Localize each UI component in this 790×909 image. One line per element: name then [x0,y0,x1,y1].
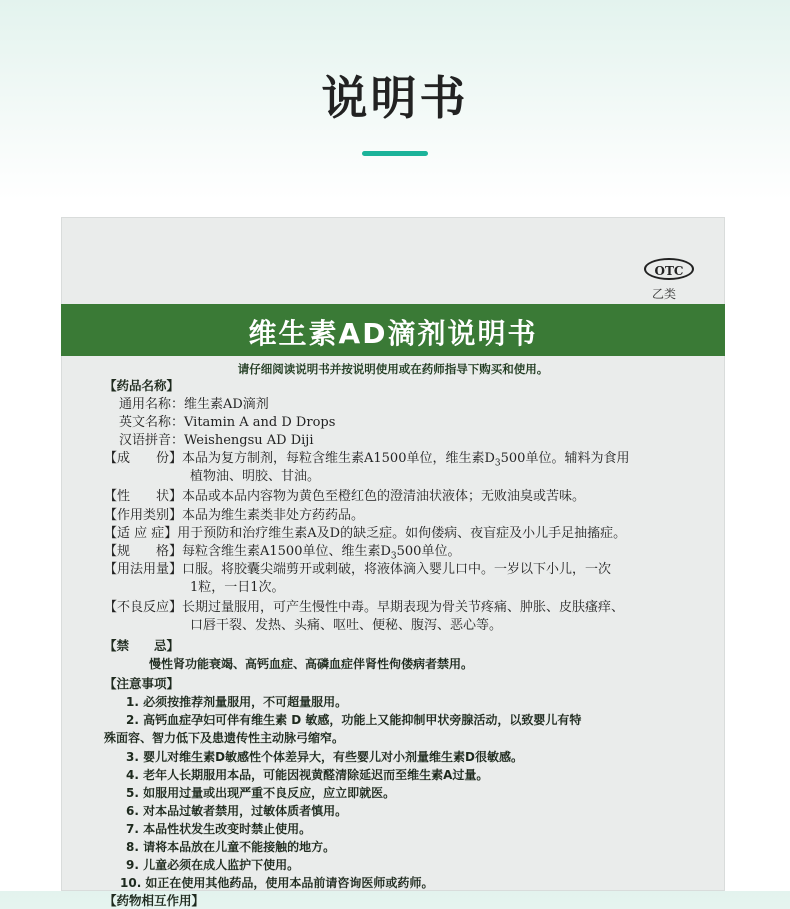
notes-heading: 【注意事项】 [104,676,180,691]
indications-line: 【适 应 症】用于预防和治疗维生素A及D的缺乏症。如佝偻病、夜盲症及小儿手足抽搐症。 [104,526,627,541]
adverse-line-2: 口唇干裂、发热、头痛、呕吐、便秘、腹泻、恶心等。 [190,618,503,633]
note-2b: 殊面容、智力低下及患遗传性主动脉弓缩窄。 [104,731,345,745]
interactions-heading: 【药物相互作用】 [104,893,205,908]
leaflet-title: 维生素AD滴剂说明书 [248,317,538,350]
specification-text: 【规 格】每粒含维生素A1500单位、维生素D [104,544,391,559]
properties-line: 【性 状】本品或本品内容物为黄色至橙红色的澄清油状液体；无败油臭或苦味。 [104,489,586,504]
note-8: 8. 请将本品放在儿童不能接触的地方。 [126,840,336,854]
composition-line-1 [104,451,629,472]
usage-line-1: 【用法用量】口服。将胶囊尖端剪开或剌破，将液体滴入婴儿口中。一岁以下小儿，一次 [104,562,612,577]
note-1: 1. 必须按推荐剂量服用，不可超量服用。 [126,695,348,709]
otc-class-label: 乙类 [652,287,677,301]
page-title: 说明书 [321,71,469,125]
category-line: 【作用类别】本品为维生素类非处方药药品。 [104,508,365,523]
specification-subscript: 3 [390,551,397,562]
specification-tail: 500单位。 [396,544,461,559]
note-6: 6. 对本品过敏者禁用，过敏体质者慎用。 [126,804,348,818]
contraindications-heading: 【禁 忌】 [104,638,180,653]
reading-notice: 请仔细阅读说明书并按说明使用或在药师指导下购买和使用。 [237,362,549,376]
generic-name-line: 通用名称：维生素AD滴剂 [119,397,269,412]
adverse-line-1: 【不良反应】长期过量服用，可产生慢性中毒。早期表现为骨关节疼痛、肿胀、皮肤瘙痒、 [104,600,625,615]
otc-badge: OTC [644,258,694,280]
note-3: 3. 婴儿对维生素D敏感性个体差异大，有些婴儿对小剂量维生素D很敏感。 [126,750,524,764]
pinyin-name-line: 汉语拼音：Weishengsu AD Diji [119,433,314,448]
note-5: 5. 如服用过量或出现严重不良反应，应立即就医。 [126,786,396,800]
composition-text: 【成 份】本品为复方制剂，每粒含维生素A1500单位，维生素D [104,451,495,466]
note-10: 10. 如正在使用其他药品，使用本品前请咨询医师或药师。 [120,876,434,890]
usage-line-2: 1粒，一日1次。 [190,580,285,595]
note-9: 9. 儿童必须在成人监护下使用。 [126,858,300,872]
drug-name-heading: 【药品名称】 [104,378,180,393]
composition-line-2: 植物油、明胶、甘油。 [190,469,321,484]
note-2a: 2. 高钙血症孕妇可伴有维生素 D 敏感，功能上又能抑制甲状旁腺活动，以致婴儿有特 [126,713,582,727]
medicine-leaflet-image [61,217,725,908]
composition-tail: 500单位。辅料为食用 [500,451,630,466]
composition-subscript: 3 [494,458,501,469]
english-name-line: 英文名称：Vitamin A and D Drops [119,415,336,430]
note-7: 7. 本品性状发生改变时禁止使用。 [126,822,312,836]
note-4: 4. 老年人长期服用本品，可能因视黄醛清除延迟而至维生素A过量。 [126,768,489,782]
contraindications-text: 慢性肾功能衰竭、高钙血症、高磷血症伴肾性佝偻病者禁用。 [149,657,474,671]
title-underline [362,151,428,156]
